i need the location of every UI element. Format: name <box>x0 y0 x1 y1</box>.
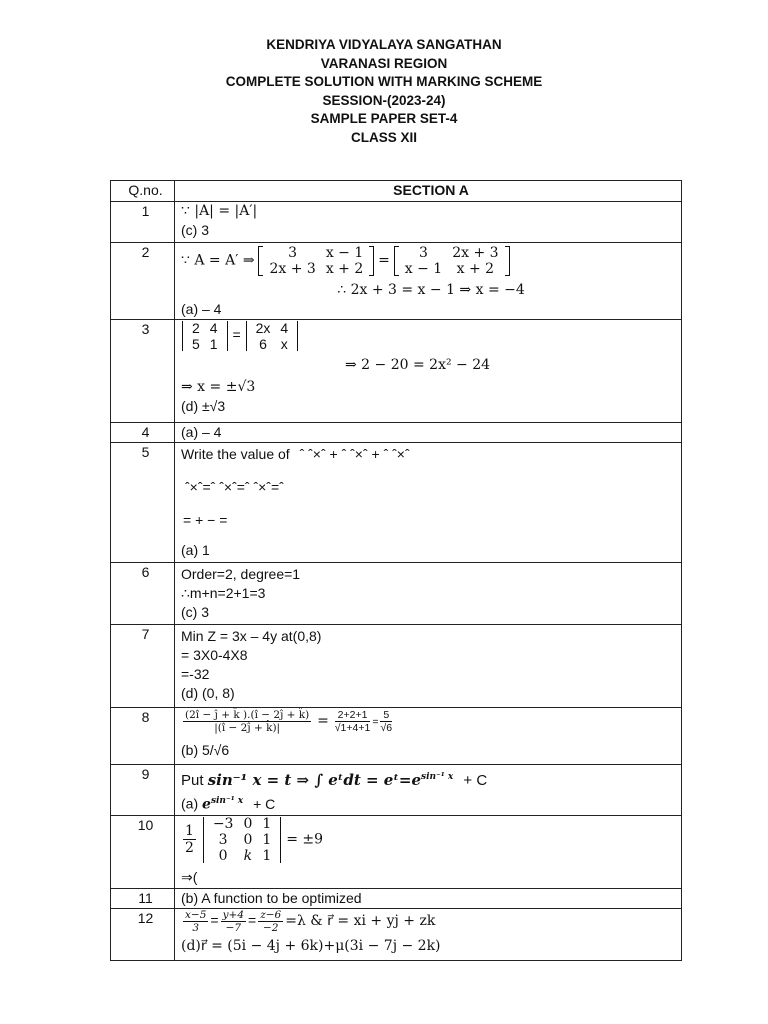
vector-expression: ˆ ˆ×ˆ + ˆ ˆ×ˆ + ˆ ˆ×ˆ <box>299 446 410 462</box>
equation-prefix: ∵ A = A′ ⇒ <box>181 252 255 269</box>
working-line: ˆ×ˆ=ˆ ˆ×ˆ=ˆ ˆ×ˆ=ˆ <box>185 479 284 495</box>
answer-cell <box>175 625 682 708</box>
integral-expression: sin⁻¹ x = t ⇒ ∫ eᵗdt = eᵗ=e <box>207 771 421 789</box>
question-number: 8 <box>111 708 175 765</box>
answer-line: = 3X0-4X8 <box>181 647 248 663</box>
fraction-denominator: 2 <box>185 840 194 857</box>
question-number: 10 <box>111 815 175 888</box>
exponent: sin⁻¹ x <box>421 772 454 782</box>
fraction-main <box>183 709 311 734</box>
fraction-y <box>221 909 246 934</box>
answer-option: (c) 3 <box>181 222 209 238</box>
fraction-numerator: x−5 <box>185 908 207 921</box>
fraction-computed <box>335 709 371 734</box>
answer-line: ⇒( <box>181 868 198 885</box>
question-number: 11 <box>111 888 175 908</box>
question-prompt: Write the value of <box>181 446 290 462</box>
fraction-numerator: (2î − ĵ + k̂ ).(î − 2ĵ + k̂) <box>185 709 310 721</box>
fraction-x <box>183 909 208 934</box>
answer-option: (d) (0, 8) <box>181 685 235 701</box>
answer-cell <box>175 563 682 625</box>
answer-cell <box>175 202 682 243</box>
answer-option: (b) A function to be optimized <box>181 889 362 906</box>
equals-sign: = <box>378 252 390 269</box>
table-row <box>111 243 682 320</box>
det-cell: 6 <box>259 336 267 352</box>
det-cell: 1 <box>262 831 272 848</box>
answer-line: ∴ 2x + 3 = x − 1 ⇒ x = −4 <box>337 282 525 298</box>
det-cell: 2x <box>255 320 271 336</box>
det-cell: 3 <box>218 831 228 848</box>
determinant-rhs: = ±9 <box>286 831 324 848</box>
fraction-numerator: z−6 <box>260 908 282 921</box>
region-title: VARANASI REGION <box>320 55 448 71</box>
answer-line: ⇒ x = ±√3 <box>181 379 256 395</box>
constant: + C <box>253 795 276 812</box>
matrix-equation <box>181 243 681 281</box>
fraction-denominator: −7 <box>225 921 242 934</box>
det-cell: 4 <box>209 320 218 336</box>
equals-sign: = <box>232 326 241 343</box>
matrix-cell: 3 <box>419 245 428 261</box>
doc-title: COMPLETE SOLUTION WITH MARKING SCHEME <box>225 74 543 90</box>
org-title: KENDRIYA VIDYALAYA SANGATHAN <box>266 37 502 52</box>
question-number: 1 <box>111 202 175 243</box>
option-label: (a) <box>181 795 199 812</box>
determinant-3x3 <box>202 816 282 864</box>
answer-option <box>181 792 681 815</box>
determinant-equation <box>181 320 681 356</box>
table-row <box>111 563 682 625</box>
table-row <box>111 202 682 243</box>
table-row <box>111 908 682 960</box>
session-title: SESSION-(2023-24) <box>322 92 446 108</box>
det-cell: 0 <box>243 815 253 832</box>
fraction-denominator: −2 <box>262 921 279 934</box>
vector-form: =λ & r⃗ = xi + yj + zk <box>285 912 436 929</box>
answer-table <box>110 180 682 961</box>
matrix-cell: x − 1 <box>325 245 364 261</box>
substitution-line <box>181 768 681 790</box>
det-cell: −3 <box>212 815 234 832</box>
answer-cell <box>175 443 682 563</box>
det-cell: 2 <box>192 320 200 336</box>
answer-cell <box>175 815 682 888</box>
dot-product-equation: $\frac{(2î - ĵ + k̂ ).(î - 2ĵ + k̂)}{|(î - 2ĵ + k̂)|}$ = $\frac{2+2+1}{√1+4+1}$ = $\frac{5}{√6}$ <box>185 709 393 734</box>
table-row <box>111 625 682 708</box>
fraction-denominator: |(î − 2ĵ + k̂)| <box>214 722 281 734</box>
fraction-denominator: √6 <box>380 722 393 734</box>
table-row <box>111 423 682 443</box>
matrix-cell: 3 <box>288 245 298 261</box>
det-cell: k <box>243 847 253 864</box>
answer-line: ⇒ 2 − 20 = 2x² − 24 <box>345 357 491 373</box>
question-number: 3 <box>111 320 175 423</box>
determinant-right <box>245 320 300 352</box>
answer-cell <box>175 243 682 320</box>
answer-line: =-32 <box>181 666 210 682</box>
answer-line: ∴m+n=2+1=3 <box>181 585 266 601</box>
answer-option: (a) – 4 <box>181 301 222 317</box>
matrix-cell: x + 2 <box>325 261 364 277</box>
answer-option: (b) 5/√6 <box>181 742 230 758</box>
table-row <box>111 443 682 563</box>
table-row <box>111 815 682 888</box>
fraction-z <box>258 909 283 934</box>
answer-line: ∵ |A| = |A′| <box>181 203 258 219</box>
constant: + C <box>463 772 488 789</box>
half-fraction <box>183 823 196 856</box>
fraction-result <box>380 709 392 734</box>
answer-base: e <box>202 796 211 813</box>
fraction-numerator: 2+2+1 <box>335 709 371 722</box>
line-equation: $\frac{x-5}{3}$ = $\frac{y+4}{-7}$ = $\frac{z-6}{-2}$ =λ & r⃗ = xi + yj + zk <box>185 908 436 934</box>
fraction-numerator: 5 <box>380 709 392 722</box>
exponent: sin⁻¹ x <box>210 796 244 806</box>
working-line: = + − = <box>183 512 228 528</box>
section-header: SECTION A <box>175 181 682 202</box>
matrix-a-transpose <box>394 245 510 277</box>
det-cell: 0 <box>218 847 228 864</box>
question-number: 5 <box>111 443 175 563</box>
det-cell: 5 <box>192 336 200 352</box>
determinant-left <box>181 320 229 352</box>
class-title: CLASS XII <box>350 129 417 145</box>
answer-cell <box>175 708 682 765</box>
det-cell: 4 <box>280 320 289 336</box>
question-number: 4 <box>111 423 175 443</box>
table-row <box>111 888 682 908</box>
question-number: 2 <box>111 243 175 320</box>
answer-cell <box>175 320 682 423</box>
matrix-cell: x + 2 <box>456 261 495 277</box>
question-number: 9 <box>111 765 175 816</box>
document-header <box>0 36 768 148</box>
question-number: 12 <box>111 908 175 960</box>
det-cell: 1 <box>262 815 272 832</box>
matrix-a <box>258 245 374 277</box>
matrix-cell: x − 1 <box>404 261 443 277</box>
matrix-cell: 2x + 3 <box>452 245 499 261</box>
question-text <box>181 445 681 464</box>
table-header-row <box>111 181 682 202</box>
question-number: 7 <box>111 625 175 708</box>
paper-set-title: SAMPLE PAPER SET-4 <box>310 111 458 127</box>
fraction-numerator: y+4 <box>222 908 245 921</box>
fraction-denominator: 3 <box>192 921 200 934</box>
determinant-equation <box>181 816 681 868</box>
qno-header: Q.no. <box>111 181 175 202</box>
det-cell: x <box>280 336 288 352</box>
answer-option: (c) 3 <box>181 604 209 620</box>
det-cell: 1 <box>209 336 218 352</box>
fraction-numerator: 1 <box>185 823 194 840</box>
answer-cell <box>175 888 682 908</box>
det-cell: 0 <box>243 831 253 848</box>
answer-option: (d)r⃗ = (5i − 4j + 6k)+μ(3i − 7j − 2k) <box>181 937 441 954</box>
put-label: Put <box>181 772 204 789</box>
answer-option: (a) 1 <box>181 542 210 558</box>
answer-line: Order=2, degree=1 <box>181 566 301 582</box>
matrix-cell: 2x + 3 <box>269 261 316 277</box>
answer-option: (d) ±√3 <box>181 398 226 414</box>
det-cell: 1 <box>262 847 272 864</box>
question-number: 6 <box>111 563 175 625</box>
answer-cell <box>175 908 682 960</box>
answer-option: (a) – 4 <box>181 424 222 440</box>
fraction-denominator: √1+4+1 <box>334 722 371 734</box>
answer-line: Min Z = 3x – 4y at(0,8) <box>181 628 322 644</box>
answer-cell <box>175 765 682 816</box>
answer-cell <box>175 423 682 443</box>
table-row <box>111 708 682 765</box>
table-row <box>111 765 682 816</box>
table-row <box>111 320 682 423</box>
